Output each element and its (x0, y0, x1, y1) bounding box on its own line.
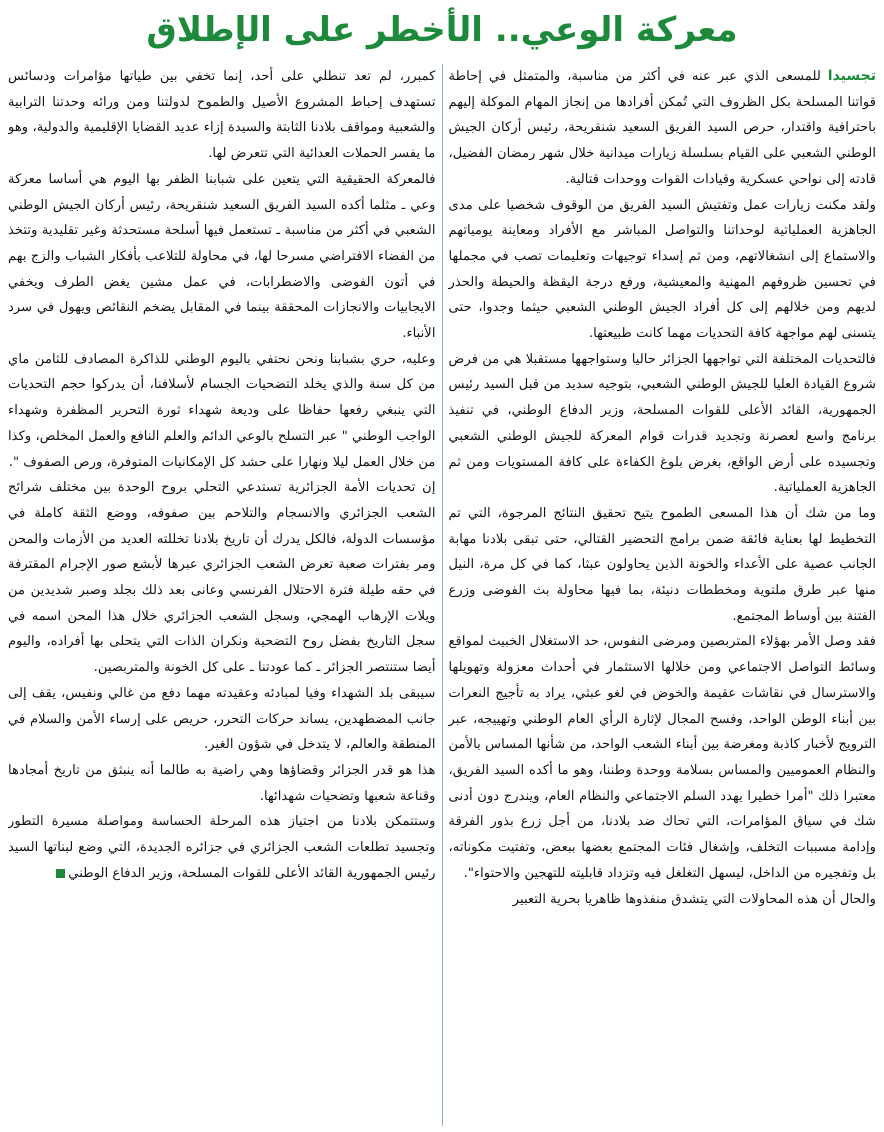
paragraph: سيبقى بلد الشهداء وفيا لمبادئه وعقيدته مهما دفع من غالي ونفيس، يقف إلى جانب المضطهدين، يساند حركات التحرر، حريص على إرساء الأمن والسلام في المنطقة والعالم، لا يتدخل في شؤون الغير. (8, 685, 436, 753)
article-headline: معركة الوعي.. الأخطر على الإطلاق (146, 10, 738, 50)
left-column (8, 64, 442, 1126)
paragraph-text: للمسعى الذي عبر عنه في أكثر من مناسبة، والمتمثل في إحاطة قواتنا المسلحة بكل الظروف التي تُمكن أفرادها من إنجاز المهام الموكلة إليهم باحترافية واقتدار، حرص السيد الفريق السعيد شنقريحة، رئيس أركان الجيش الوطني الشعبي على القيام بسلسلة زيارات ميدانية خلال شهر رمضان الفضيل، قادته إلى نواحي عسكرية وقيادات القوات ووحدات قتالية. (448, 69, 876, 187)
paragraph: هذا هو قدر الجزائر وقضاؤها وهي راضية به طالما أنه ينبثق من تاريخ أمجادها وقناعة شعبها وتضحيات شهدائها. (8, 762, 436, 804)
paragraph: فالتحديات المختلفة التي تواجهها الجزائر حاليا وستواجهها مستقبلا هي من فرض شروع القيادة العليا للجيش الوطني الشعبي، بتوجيه سديد من قبل السيد رئيس الجمهورية، القائد الأعلى للقوات المسلحة، وزير الدفاع الوطني، في تنفيذ برنامج واسع لعصرنة وتجديد قدرات قوام المعركة للجيش الوطني الشعبي وتجسيده على أرض الواقع، بغرض بلوغ الكفاءة على كافة المستويات ومن ثم الجاهزية العملياتية. (448, 351, 876, 496)
paragraph: إن تحديات الأمة الجزائرية تستدعي التحلي بروح الوحدة بين مختلف شرائح الشعب الجزائري والانسجام والتلاحم بين صفوفه، ووضع الثقة كاملة في مؤسسات الدولة، فالكل يدرك أن تاريخ بلادنا تخللته العديد من الأزمات والمحن ومر بفترات صعبة تعرض الشعب الجزائري عبرها لأبشع صور الإجرام المقترفة في حقه طيلة فترة الاحتلال الفرنسي وعانى بعد ذلك بجلد وصبر شديدين من ويلات الإرهاب الهمجي، وسجل الشعب الجزائري خلال هذا المحن اسمه في سجل التاريخ بفضل روح التضحية ونكران الذات التي يتحلى بها أفراده، واليوم أيضا ستنتصر الجزائر ـ كما عودتنا ـ على كل الخونة والمتربصين. (8, 480, 436, 676)
paragraph: ولقد مكنت زيارات عمل وتفتيش السيد الفريق من الوقوف شخصيا على مدى الجاهزية العملياتية لوحداتنا والتواصل المباشر مع الأفراد ومعاينة يومياتهم والاستماع إلى انشغالاتهم، ومن ثم إسداء توجيهات وتعليمات تصب في مجملها في تحسين ظروفهم المهنية والمعيشية، ورفع درجة اليقظة والحيطة والحذر لديهم ومن خلالهم إلى كل أفراد الجيش الوطني الشعبي حيثما وجدوا، حتى يتسنى لهم مواجهة كافة التحديات مهما كانت طبيعتها. (448, 197, 876, 342)
paragraph: وما من شك أن هذا المسعى الطموح يتيح تحقيق النتائج المرجوة، التي تم التخطيط لها بعناية فائقة ضمن برامج التحضير القتالي، حتى تبقى بلادنا مهابة الجانب عصية على الأعداء والخونة الذين يحاولون عبثا، كما في كل مرة، النيل منها عبر طرق ملتوية ومخططات دنيئة، بما فيها محاولة بث الفوضى وزرع الفتنة بين أوساط المجتمع. (448, 505, 876, 624)
paragraph: فقد وصل الأمر بهؤلاء المتربصين ومرضى النفوس، حد الاستغلال الخبيث لمواقع وسائط التواصل الاجتماعي ومن خلالها الاستثمار في أحداث معزولة وتهويلها والاسترسال في نقاشات عقيمة والخوض في لغو عبثي، يراد به تأجيج النعرات بين أبناء الوطن الواحد، وفسح المجال لإثارة الرأي العام الوطني وتهييجه، عبر الترويج لأخبار كاذبة ومغرضة بين أبناء الشعب الواحد، من شأنها المساس بالأمن والنظام العموميين والمساس بسلامة ووحدة وطننا، وهو ما أكده السيد الفريق، معتبرا ذلك "أمرا خطيرا يهدد السلم الاجتماعي والنظام العام، ويندرج دون أدنى شك في سياق المؤامرات، التي تحاك ضد بلادنا، من أجل زرع بذور الفرقة وإدامة مسببات التخلف، وإشغال فئات المجتمع بعضها ببعض، وتفتيت مكوناته، بل وتفجيره من الداخل، ليسهل التغلغل فيه وتزداد قابليته للتهجين والاحتواء". (448, 634, 876, 881)
paragraph: فالمعركة الحقيقية التي يتعين على شبابنا الظفر بها اليوم هي أساسا معركة وعي ـ مثلما أكده السيد الفريق السعيد شنقريحة، رئيس أركان الجيش الوطني الشعبي في أكثر من مناسبة ـ تستعمل فيها أسلحة مستحدثة وغير تقليدية وتتخذ من الفضاء الافتراضي مسرحا لها، في محاولة للتلاعب بأفكار الشباب والزج بهم في أتون الفوضى والاضطرابات، في عمل مشين يغض الطرف ويخفي الايجابيات والانجازات المحققة بينما في المقابل يضخم النقائص ويهول في سرد الأنباء. (8, 171, 436, 342)
paragraph (449, 64, 877, 193)
paragraph (8, 809, 436, 886)
paragraph: وعليه، حري بشبابنا ونحن نحتفي باليوم الوطني للذاكرة المصادف للثامن ماي من كل سنة والذي يخلد التضحيات الجسام لأسلافنا، أن يدركوا حجم التحديات التي ينبغي رفعها حفاظا على وديعة شهداء ثورة التحرير المظفرة وشهداء الواجب الوطني " عبر التسلح بالوعي الدائم والعلم النافع والعمل المخلص، وكذا من خلال العمل ليلا ونهارا على حشد كل الإمكانيات المتوفرة، ورص الصفوف ". (8, 351, 436, 470)
lead-word: تجسيدا (827, 68, 876, 84)
paragraph-text: وستتمكن بلادنا من اجتياز هذه المرحلة الحساسة ومواصلة مسيرة التطور وتجسيد تطلعات الشعب الجزائري في جزائره الجديدة، التي وضع لبناتها السيد رئيس الجمهورية القائد الأعلى للقوات المسلحة، وزير الدفاع الوطني (8, 814, 436, 881)
end-of-article-mark (56, 869, 65, 878)
paragraph: والحال أن هذه المحاولات التي يتشدق منفذوها ظاهريا بحرية التعبير (512, 891, 876, 907)
article-columns (8, 64, 876, 1126)
paragraph: كمبرر، لم تعد تنطلي على أحد، إنما تخفي بين طياتها مؤامرات ودسائس تستهدف إحباط المشروع الأصيل والطموح لدولتنا ومن ورائه وحدتنا الترابية والشعبية ومواقف بلادنا الثابتة والسيدة إزاء عديد القضايا الإقليمية والدولية، وهو ما يفسر الحملات العدائية التي تتعرض لها. (8, 69, 436, 162)
right-column (442, 64, 877, 1126)
